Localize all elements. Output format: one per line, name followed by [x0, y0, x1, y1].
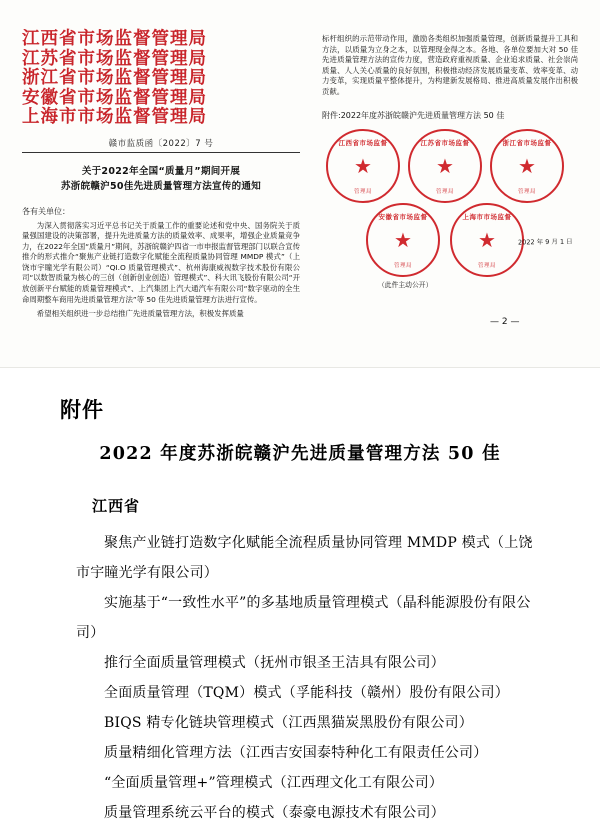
scan-left-column [22, 30, 300, 320]
list-item: 推行全面质量管理模式（抚州市银圣王洁具有限公司） [104, 655, 445, 671]
list-item: 质量管理系统云平台的模式（泰豪电源技术有限公司） [104, 805, 445, 821]
star-icon: ★ [518, 153, 536, 178]
seal-top-text: 江苏省市场监督 [420, 138, 470, 147]
divider-rule [22, 152, 300, 153]
bureau-line: 安徽省市场监督管理局 [22, 87, 207, 108]
seal-stamp [408, 129, 482, 203]
bureau-line: 浙江省市场监督管理局 [22, 68, 207, 88]
scan-right-column [322, 34, 578, 327]
seal-top-text: 江西省市场监督 [338, 138, 388, 147]
seal-bottom-text: 管理局 [353, 188, 372, 195]
official-seals [322, 129, 578, 327]
star-icon: ★ [354, 153, 372, 178]
notice-body-paragraph-1: 为深入贯彻落实习近平总书记关于质量工作的重要论述和党中央、国务院关于质量强国建设的决策部署，提升先进质量方法的质量效率、成果率，增强企业质量竞争力，在2022年全国“质量月”期间，苏浙皖赣沪四省一市申报监督管理部门以联合宣传推介的形式推介“聚焦产业链打造数字化赋能全流程质量协同管理 MMDP 模式”（上饶市宇瞳光学有限公司）“QI.O 质量管理模式”、杭州海康威视数字技术股份有限公司“以数智质量为核心的三创（创新创业创造）管理模式”、科大讯飞股份有限公司“开放创新平台赋能的质量管理模式”、上汽集团上汽大通汽车有限公司“数字驱动的全生命周期整车商用先进质量管理方法”等 50 佳先进质量管理方法进行宣传。 [22, 220, 300, 304]
notice-title-line-2: 苏浙皖赣沪50佳先进质量管理方法宣传的通知 [60, 180, 262, 192]
scanned-notice-image [0, 0, 600, 368]
star-icon: ★ [436, 153, 454, 178]
entry-list [60, 528, 540, 828]
bureau-line: 上海市市场监督管理局 [22, 107, 207, 127]
seal-bottom-text: 管理局 [477, 262, 496, 269]
star-icon: ★ [394, 227, 412, 252]
seal-stamp [490, 129, 564, 203]
seal-bottom-text: 管理局 [435, 188, 454, 195]
bureau-line: 江苏省市场监督管理局 [22, 48, 207, 69]
list-item: BIQS 精专化链块管理模式（江西黑猫炭黑股份有限公司） [104, 715, 473, 731]
star-icon: ★ [478, 227, 496, 252]
notice-continued-paragraph: 标杆组织的示范带动作用，激励各类组织加强质量管理，创新质量提升工具和方法，以质量为立身之本，以管理现金得之本。各地、各单位要加大对 50 佳先进质量管理方法的宣传力度，营造政府重视质量、企业追求质量、社会崇尚质量、人人关心质量的良好氛围，积极推动经济发展质量变革、效率变革、动力变革，实现质量平整体提升，为构建新发展格局、推进高质量发展作出积极贡献。 [322, 34, 578, 96]
seal-top-text: 安徽省市场监督 [378, 212, 428, 221]
issuing-bureaus [22, 30, 300, 128]
addressee: 各有关单位： [22, 206, 70, 216]
attachment-note: 附件:2022年度苏浙皖赣沪先进质量管理方法 50 佳 [322, 110, 505, 120]
page-title: 2022 年度苏浙皖赣沪先进质量管理方法 50 佳 [99, 444, 501, 464]
list-item: 全面质量管理（TQM）模式（孚能科技（赣州）股份有限公司） [104, 685, 509, 701]
scan-page-number: — 2 — [490, 316, 520, 327]
attachment-section [0, 368, 600, 828]
list-item: 质量精细化管理方法（江西吉安国泰特种化工有限责任公司） [104, 745, 488, 761]
document-number: 赣市监质函〔2022〕7 号 [108, 138, 214, 149]
seal-date: 2022 年 9 月 1 日 [517, 237, 573, 247]
seal-bottom-text: 管理局 [393, 262, 412, 269]
notice-title [22, 164, 300, 194]
seal-top-text: 浙江省市场监督 [502, 138, 552, 147]
public-disclosure-note: （此件主动公开） [378, 280, 433, 289]
seal-stamp [326, 129, 400, 203]
notice-body-paragraph-2: 希望相关组织进一步总结推广先进质量管理方法，积极发挥质量 [36, 309, 244, 319]
seal-top-text: 上海市市场监督 [462, 212, 512, 221]
seal-stamp [366, 203, 440, 277]
list-item: 实施基于“一致性水平”的多基地质量管理模式（晶科能源股份有限公司） [76, 595, 531, 641]
list-item: 聚焦产业链打造数字化赋能全流程质量协同管理 MMDP 模式（上饶市宇瞳光学有限公司） [76, 535, 533, 581]
bureau-line: 江西省市场监督管理局 [22, 29, 207, 49]
attachment-label: 附件 [60, 397, 104, 422]
seal-bottom-text: 管理局 [517, 188, 536, 195]
seal-stamp [450, 203, 524, 277]
notice-title-line-1: 关于2022年全国“质量月”期间开展 [81, 165, 241, 177]
list-item: “全面质量管理+”管理模式（江西理文化工有限公司） [104, 775, 444, 791]
province-heading: 江西省 [92, 497, 141, 515]
